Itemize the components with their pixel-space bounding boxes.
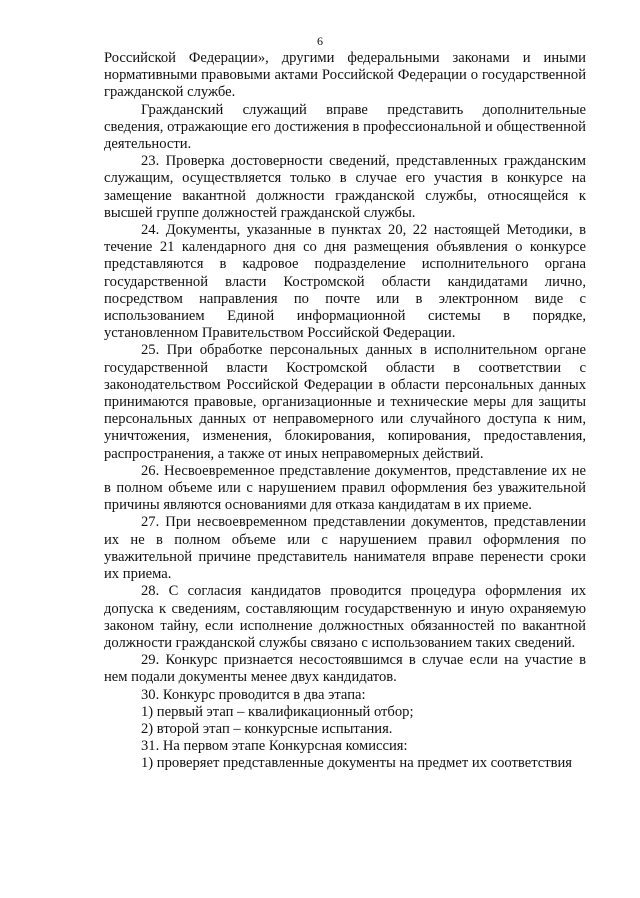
paragraph-item-25: 25. При обработке персональных данных в исполнительном органе государственной власти Костромской области в соответствии с законодательством Российской Федерации в области персональных данных принимаются правовые, организационные и технические меры для защиты персональных данных от неправомерного или случайного доступа к ним, уничтожения, изменения, блокирования, копирования, предоставления, распространения, а также от иных неправомерных действий. — [104, 342, 586, 462]
list-item-check-documents: 1) проверяет представленные документы на предмет их соответствия — [141, 755, 573, 772]
paragraph-item-23: 23. Проверка достоверности сведений, представленных гражданским служащим, осуществляется только в случае его участия в конкурсе на замещение вакантной должности гражданской службы, относящейся к высшей группе должностей гражданской службы. — [104, 153, 586, 221]
paragraph-item-26: 26. Несвоевременное представление документов, представление их не в полном объеме или с нарушением правил оформления без уважительной причины являются основаниями для отказа кандидатам в их приеме. — [104, 462, 586, 514]
paragraph: Гражданский служащий вправе представить дополнительные сведения, отражающие его достижения в профессиональной и общественной деятельности. — [104, 101, 586, 153]
document-body — [104, 50, 586, 773]
paragraph-item-31: 31. На первом этапе Конкурсная комиссия: — [141, 738, 408, 755]
paragraph-item-28: 28. С согласия кандидатов проводится процедура оформления их допуска к сведениям, составляющим государственную и иную охраняемую законом тайну, если исполнение должностных обязанностей по вакантной должности гражданской службы связано с использованием таких сведений. — [104, 583, 586, 651]
paragraph-item-24: 24. Документы, указанные в пунктах 20, 22 настоящей Методики, в течение 21 календарного дня со дня размещения объявления о конкурсе представляются в кадровое подразделение исполнительного органа государственной власти Костромской области кандидатами лично, посредством направления по почте или в электронном виде с использованием Единой информационной системы в порядке, установленном Правительством Российской Федерации. — [104, 222, 586, 342]
list-item-stage-1: 1) первый этап – квалификационный отбор; — [141, 703, 414, 720]
paragraph-item-30: 30. Конкурс проводится в два этапа: — [141, 686, 366, 703]
paragraph-item-29: 29. Конкурс признается несостоявшимся в случае если на участие в нем подали документы менее двух кандидатов. — [104, 652, 586, 686]
paragraph-continuation: Российской Федерации», другими федеральными законами и иными нормативными правовыми актами Российской Федерации о государственной гражданской службе. — [104, 50, 586, 101]
list-item-stage-2: 2) второй этап – конкурсные испытания. — [141, 720, 393, 737]
paragraph-item-27: 27. При несвоевременном представлении документов, представлении их не в полном объеме или с нарушением правил оформления по уважительной причине представитель нанимателя вправе перенести сроки их приема. — [104, 514, 586, 583]
page-number: 6 — [317, 34, 323, 48]
